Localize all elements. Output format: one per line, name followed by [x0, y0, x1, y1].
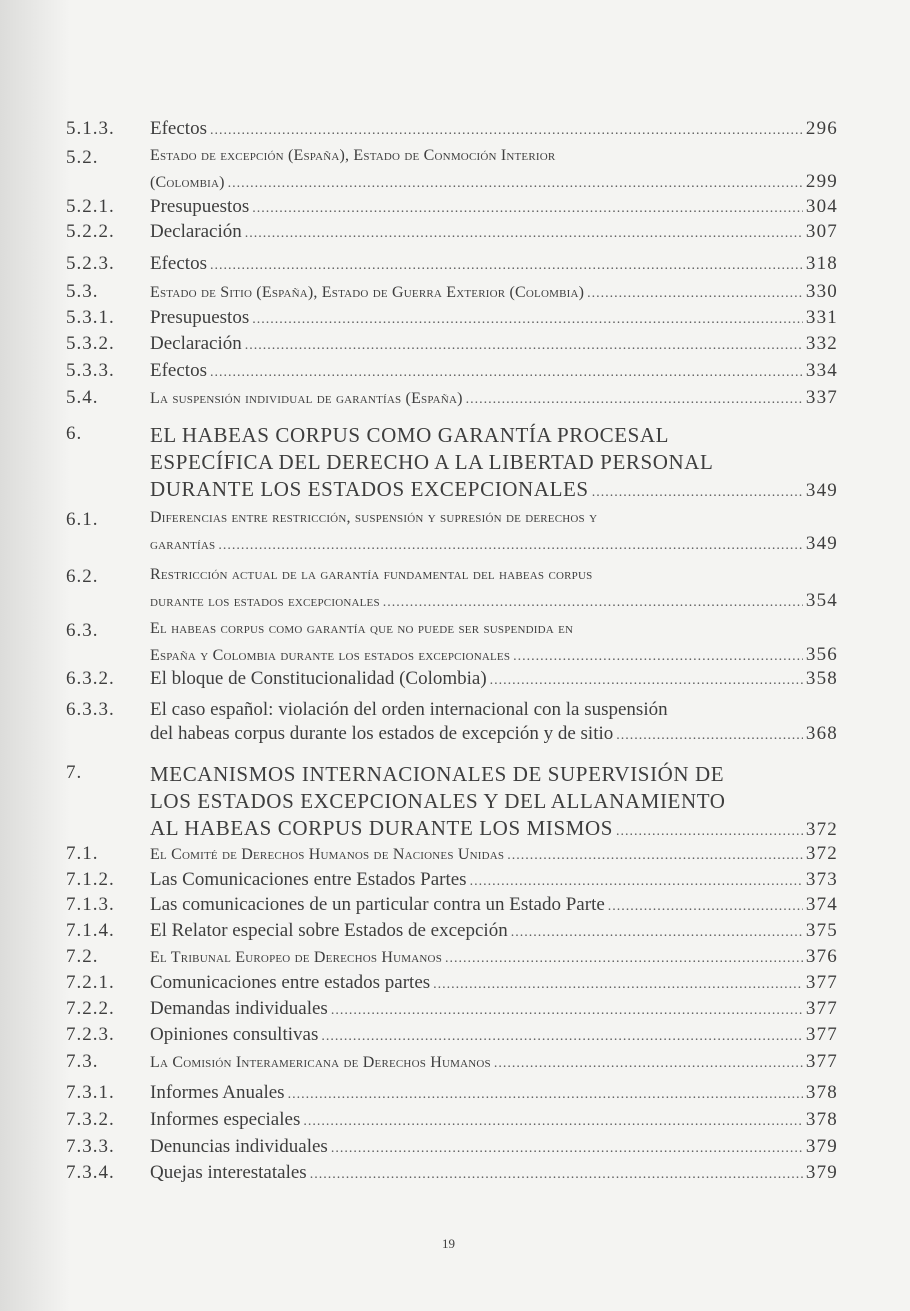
toc-entry-title: ESPECÍFICA DEL DERECHO A LA LIBERTAD PERSONAL — [150, 450, 714, 474]
toc-entry-line — [150, 1109, 838, 1133]
leader-dots — [616, 728, 803, 744]
toc-page-number: 307 — [805, 221, 838, 242]
toc-entry-line — [150, 894, 838, 918]
toc-entry-title: Las comunicaciones de un particular contra un Estado Parte — [150, 894, 605, 915]
toc-page-number: 354 — [805, 590, 838, 611]
toc-page-number: 375 — [805, 920, 838, 941]
leader-dots — [507, 848, 803, 864]
toc-entry-title: LOS ESTADOS EXCEPCIONALES Y DEL ALLANAMIENTO — [150, 789, 726, 813]
toc-entry-number: 7.3. — [66, 1051, 99, 1072]
leader-dots — [252, 312, 803, 328]
toc-entry-number: 6. — [66, 423, 83, 444]
leader-dots — [587, 286, 803, 302]
toc-entry-number: 6.3. — [66, 620, 99, 641]
toc-entry-title: La Comisión Interamericana de Derechos Humanos — [150, 1054, 491, 1071]
leader-dots — [433, 977, 803, 993]
toc-entry-line — [150, 360, 838, 384]
toc-entry-line — [150, 1051, 838, 1075]
leader-dots — [445, 951, 803, 967]
toc-page-number: 377 — [805, 1051, 838, 1072]
toc-entry-number: 5.2.3. — [66, 253, 115, 274]
toc-entry-title: del habeas corpus durante los estados de excepción y de sitio — [150, 723, 614, 744]
leader-dots — [513, 649, 803, 665]
leader-dots — [228, 176, 803, 192]
leader-dots — [616, 824, 803, 840]
toc-entry-line — [150, 620, 838, 644]
toc-entry-line — [150, 196, 838, 220]
toc-page-number: 330 — [805, 281, 838, 302]
toc-entry-number: 5.3. — [66, 281, 99, 302]
toc-entry-title: MECANISMOS INTERNACIONALES DE SUPERVISIÓN DE — [150, 762, 725, 786]
toc-entry-line — [150, 920, 838, 944]
toc-entry-line — [150, 789, 838, 816]
toc-entry-title: Presupuestos — [150, 196, 250, 217]
toc-entry-number: 7.2.2. — [66, 998, 115, 1019]
toc-entry-line — [150, 477, 838, 504]
toc-entry-title: El Relator especial sobre Estados de excepción — [150, 920, 508, 941]
toc-page-number: 373 — [805, 869, 838, 890]
page-number: 19 — [442, 1236, 455, 1251]
toc-entry-title: Restricción actual de la garantía fundamental del habeas corpus — [150, 566, 593, 583]
toc-entry-line — [150, 946, 838, 970]
toc-entry-line — [150, 281, 838, 305]
toc-entry-number: 7.2. — [66, 946, 99, 967]
toc-page-number: 358 — [805, 668, 838, 689]
toc-entry-title: EL HABEAS CORPUS COMO GARANTÍA PROCESAL — [150, 423, 670, 447]
toc-page-number: 299 — [805, 171, 838, 192]
toc-page-number: 379 — [805, 1136, 838, 1157]
toc-entry-title: Efectos — [150, 360, 207, 381]
toc-entry-title: El bloque de Constitucionalidad (Colombia) — [150, 668, 487, 689]
leader-dots — [218, 538, 803, 554]
toc-entry-number: 7.2.3. — [66, 1024, 115, 1045]
toc-page-number: 334 — [805, 360, 838, 381]
toc-page-number: 374 — [805, 894, 838, 915]
toc-entry-title: Las Comunicaciones entre Estados Partes — [150, 869, 467, 890]
toc-entry-number: 7.1. — [66, 843, 99, 864]
toc-entry-title: Denuncias individuales — [150, 1136, 328, 1157]
toc-page-number: 372 — [805, 843, 838, 864]
toc-page-number: 378 — [805, 1109, 838, 1130]
toc-page-number: 296 — [805, 118, 838, 139]
toc-entry-line — [150, 387, 838, 411]
leader-dots — [310, 1167, 803, 1183]
toc-page-number: 379 — [805, 1162, 838, 1183]
toc-entry-title: Estado de excepción (España), Estado de Conmoción Interior — [150, 147, 556, 164]
toc-entry-line — [150, 1024, 838, 1048]
toc-entry-line — [150, 566, 838, 590]
toc-entry-number: 7.3.1. — [66, 1082, 115, 1103]
toc-page-number: 331 — [805, 307, 838, 328]
toc-entry-line — [150, 1162, 838, 1186]
toc-entry-title: Quejas interestatales — [150, 1162, 307, 1183]
leader-dots — [245, 226, 803, 242]
leader-dots — [383, 595, 803, 611]
leader-dots — [210, 258, 803, 274]
toc-entry-line — [150, 1136, 838, 1160]
toc-entry-title: garantías — [150, 536, 216, 553]
toc-entry-number: 7.1.4. — [66, 920, 115, 941]
toc-entry-line — [150, 423, 838, 450]
toc-entry-line — [150, 816, 838, 843]
toc-entry-title: durante los estados excepcionales — [150, 593, 380, 610]
leader-dots — [321, 1029, 803, 1045]
leader-dots — [511, 925, 803, 941]
leader-dots — [210, 365, 803, 381]
toc-entry-title: (Colombia) — [150, 174, 225, 191]
toc-entry-line — [150, 171, 838, 195]
toc-entry-line — [150, 668, 838, 692]
leader-dots — [592, 485, 803, 501]
toc-entry-title: Informes especiales — [150, 1109, 301, 1130]
toc-entry-number: 5.2.1. — [66, 196, 115, 217]
toc-entry-title: Estado de Sitio (España), Estado de Guerra Exterior (Colombia) — [150, 284, 585, 301]
toc-entry-line — [150, 723, 838, 747]
leader-dots — [470, 874, 803, 890]
toc-page-number: 332 — [805, 333, 838, 354]
toc-entry-number: 6.3.2. — [66, 668, 115, 689]
toc-page-number: 368 — [805, 723, 838, 744]
toc-page-number: 337 — [805, 387, 838, 408]
toc-entry-title: Comunicaciones entre estados partes — [150, 972, 431, 993]
leader-dots — [210, 123, 803, 139]
toc-entry-number: 5.4. — [66, 387, 99, 408]
toc-entry-line — [150, 590, 838, 614]
toc-entry-title: Presupuestos — [150, 307, 250, 328]
toc-page-number: 318 — [805, 253, 838, 274]
toc-page-number: 376 — [805, 946, 838, 967]
toc-entry-number: 6.1. — [66, 509, 99, 530]
toc-entry-number: 7.3.4. — [66, 1162, 115, 1183]
toc-entry-line — [150, 869, 838, 893]
toc-entry-title: Efectos — [150, 118, 207, 139]
toc-entry-number: 5.3.1. — [66, 307, 115, 328]
toc-entry-line — [150, 972, 838, 996]
toc-entry-line — [150, 644, 838, 668]
toc-entry-line — [150, 509, 838, 533]
toc-entry-title: El Comité de Derechos Humanos de Naciones Unidas — [150, 846, 505, 863]
toc-entry-number: 7.3.3. — [66, 1136, 115, 1157]
toc-entry-line — [150, 762, 838, 789]
toc-entry-line — [150, 699, 838, 723]
toc-page-number: 356 — [805, 644, 838, 665]
leader-dots — [245, 338, 803, 354]
toc-entry-number: 7. — [66, 762, 83, 783]
toc-entry-title: AL HABEAS CORPUS DURANTE LOS MISMOS — [150, 816, 614, 840]
toc-entry-title: El caso español: violación del orden internacional con la suspensión — [150, 699, 668, 720]
leader-dots — [252, 201, 803, 217]
leader-dots — [303, 1114, 803, 1130]
toc-entry-line — [150, 307, 838, 331]
toc-page-number: 377 — [805, 1024, 838, 1045]
toc-entry-number: 5.3.3. — [66, 360, 115, 381]
page-gutter-shadow — [0, 0, 70, 1311]
leader-dots — [288, 1087, 803, 1103]
toc-entry-line — [150, 998, 838, 1022]
leader-dots — [494, 1056, 803, 1072]
toc-page-number: 377 — [805, 998, 838, 1019]
toc-entry-line — [150, 118, 838, 142]
toc-entry-title: Demandas individuales — [150, 998, 328, 1019]
toc-entry-line — [150, 253, 838, 277]
toc-entry-number: 7.1.3. — [66, 894, 115, 915]
toc-entry-line — [150, 533, 838, 557]
toc-entry-line — [150, 147, 838, 171]
toc-page-number: 377 — [805, 972, 838, 993]
toc-page-number: 304 — [805, 196, 838, 217]
toc-entry-number: 6.2. — [66, 566, 99, 587]
toc-entry-title: Declaración — [150, 221, 242, 242]
leader-dots — [331, 1003, 803, 1019]
toc-entry-line — [150, 1082, 838, 1106]
toc-entry-number: 7.1.2. — [66, 869, 115, 890]
toc-entry-line — [150, 221, 838, 245]
leader-dots — [608, 899, 803, 915]
toc-entry-number: 7.3.2. — [66, 1109, 115, 1130]
toc-entry-number: 6.3.3. — [66, 699, 115, 720]
toc-entry-line — [150, 450, 838, 477]
toc-page-number: 349 — [805, 533, 838, 554]
toc-entry-title: Efectos — [150, 253, 207, 274]
toc-page-number: 349 — [805, 480, 838, 501]
toc-entry-title: Opiniones consultivas — [150, 1024, 319, 1045]
toc-entry-title: La suspensión individual de garantías (España) — [150, 390, 463, 407]
toc-entry-title: El habeas corpus como garantía que no puede ser suspendida en — [150, 620, 574, 637]
toc-entry-title: España y Colombia durante los estados excepcionales — [150, 647, 511, 664]
leader-dots — [466, 392, 803, 408]
toc-entry-number: 5.1.3. — [66, 118, 115, 139]
toc-entry-title: Declaración — [150, 333, 242, 354]
toc-entry-number: 5.2.2. — [66, 221, 115, 242]
toc-entry-line — [150, 843, 838, 867]
leader-dots — [331, 1141, 803, 1157]
toc-page-number: 372 — [805, 819, 838, 840]
toc-entry-title: Informes Anuales — [150, 1082, 285, 1103]
toc-entry-number: 5.3.2. — [66, 333, 115, 354]
toc-entry-title: Diferencias entre restricción, suspensión y supresión de derechos y — [150, 509, 598, 526]
toc-entry-title: DURANTE LOS ESTADOS EXCEPCIONALES — [150, 477, 589, 501]
toc-entry-title: El Tribunal Europeo de Derechos Humanos — [150, 949, 443, 966]
leader-dots — [490, 673, 803, 689]
toc-entry-number: 7.2.1. — [66, 972, 115, 993]
toc-entry-line — [150, 333, 838, 357]
toc-page-number: 378 — [805, 1082, 838, 1103]
toc-entry-number: 5.2. — [66, 147, 99, 168]
